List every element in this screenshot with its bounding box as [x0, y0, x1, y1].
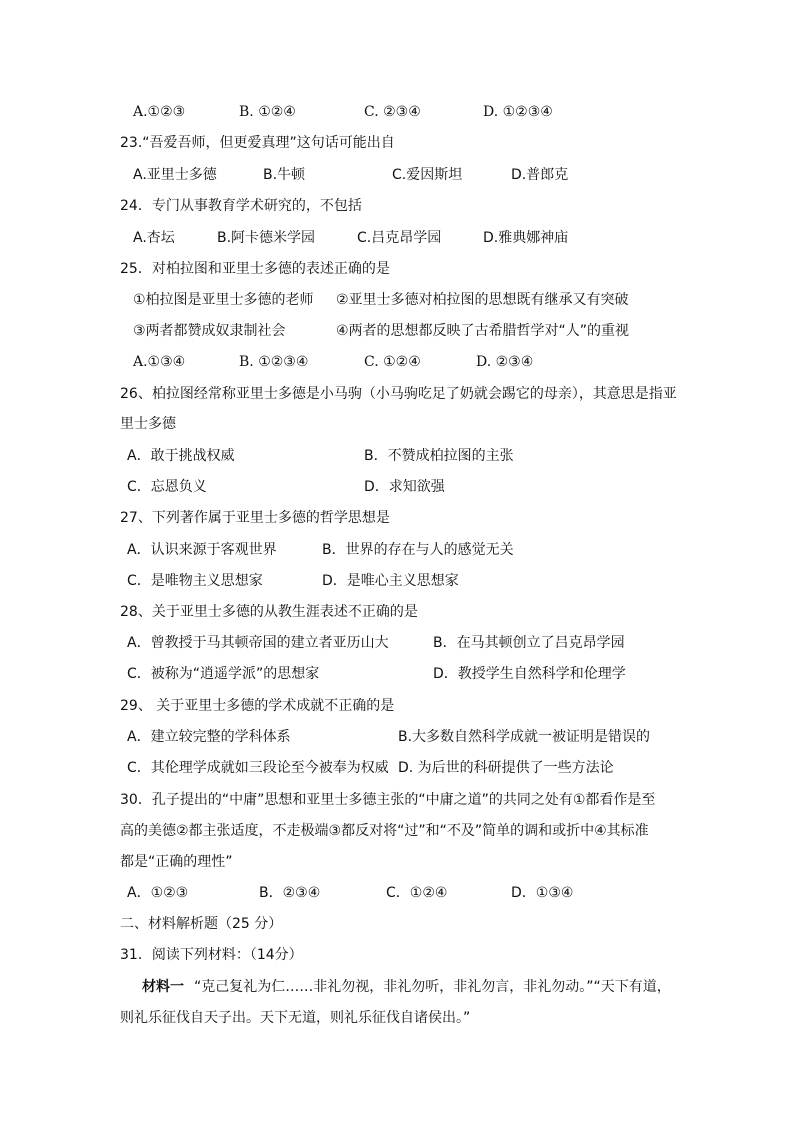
q25-option-d: D. ②③④ — [476, 354, 534, 370]
q23-option-b: B.牛顿 — [263, 167, 306, 183]
q26-option-a: A．敢于挑战权威 — [127, 448, 235, 464]
q26-option-b: B．不赞成柏拉图的主张 — [364, 448, 514, 464]
q24-option-b: B.阿卡德米学园 — [217, 230, 316, 246]
q28-option-d: D．教授学生自然科学和伦理学 — [433, 666, 626, 682]
q29-stem: 29、 关于亚里士多德的学术成就不正确的是 — [120, 698, 395, 714]
q25-option-a: A.①③④ — [133, 354, 186, 370]
q22-option-b: B. ①②④ — [239, 104, 296, 120]
q23-stem: 23.“吾爱吾师，但更爱真理”这句话可能出自 — [120, 135, 395, 151]
q25-statement-2: ②亚里士多德对柏拉图的思想既有继承又有突破 — [336, 292, 629, 308]
q26-stem-line1: 26、柏拉图经常称亚里士多德是小马驹（小马驹吃足了奶就会踢它的母亲），其意思是指亚 — [120, 386, 677, 402]
q30-option-a: A．①②③ — [127, 885, 189, 901]
q28-stem: 28、关于亚里士多德的从教生涯表述不正确的是 — [120, 604, 418, 620]
q24-option-c: C.吕克昂学园 — [357, 230, 442, 246]
q23-option-d: D.普郎克 — [511, 167, 569, 183]
q31-material-1-line2: 则礼乐征伐自天子出。天下无道，则礼乐征伐自诸侯出。” — [120, 1010, 471, 1026]
q29-option-a: A．建立较完整的学科体系 — [127, 729, 291, 745]
q29-option-c: C．其伦理学成就如三段论至今被奉为权威 — [127, 760, 389, 776]
q31-material-1-line1 — [0, 978, 671, 996]
material-1-text: “克己复礼为仁……非礼勿视，非礼勿听，非礼勿言，非礼勿动。”“天下有道， — [194, 979, 671, 995]
q24-option-a: A.杏坛 — [133, 230, 175, 246]
q25-statement-4: ④两者的思想都反映了古希腊哲学对“人”的重视 — [336, 323, 630, 339]
q27-option-b: B．世界的存在与人的感觉无关 — [322, 542, 514, 558]
q27-option-c: C．是唯物主义思想家 — [127, 573, 263, 589]
q29-option-d: D. 为后世的科研提供了一些方法论 — [398, 760, 614, 776]
q25-statement-3: ③两者都赞成奴隶制社会 — [133, 323, 286, 339]
q30-option-b: B．②③④ — [259, 885, 321, 901]
section-2-title: 二、材料解析题（25 分） — [120, 916, 283, 932]
q25-option-b: B. ①②③④ — [239, 354, 309, 370]
q26-option-d: D．求知欲强 — [364, 479, 445, 495]
q29-option-b: B.大多数自然科学成就一被证明是错误的 — [398, 729, 651, 745]
q30-stem-line1: 30．孔子提出的“中庸”思想和亚里士多德主张的“中庸之道”的共同之处有①都看作是至 — [120, 792, 656, 808]
q26-option-c: C．忘恩负义 — [127, 479, 207, 495]
q24-stem: 24．专门从事教育学术研究的，不包括 — [120, 198, 362, 214]
q23-option-a: A.亚里士多德 — [133, 167, 217, 183]
q27-option-a: A．认识来源于客观世界 — [127, 542, 277, 558]
q25-stem: 25．对柏拉图和亚里士多德的表述正确的是 — [120, 261, 390, 277]
q31-stem: 31．阅读下列材料：（14分） — [120, 947, 303, 963]
material-1-label: 材料一 — [142, 979, 184, 995]
q25-option-c: C. ①②④ — [364, 354, 421, 370]
q23-option-c: C.爱因斯坦 — [392, 167, 463, 183]
q28-option-b: B．在马其顿创立了吕克昂学园 — [433, 635, 625, 651]
q22-option-d: D. ①②③④ — [483, 104, 553, 120]
q27-stem: 27、下列著作属于亚里士多德的哲学思想是 — [120, 510, 390, 526]
q30-option-d: D．①③④ — [511, 885, 574, 901]
q22-option-a: A.①②③ — [133, 104, 186, 120]
q26-stem-line2: 里士多德 — [120, 416, 176, 432]
q27-option-d: D．是唯心主义思想家 — [322, 573, 459, 589]
q30-stem-line2: 高的美德②都主张适度，不走极端③都反对将“过”和“不及”简单的调和或折中④其标准 — [120, 823, 649, 839]
q30-stem-line3: 都是“正确的理性” — [120, 854, 233, 870]
q25-statement-1: ①柏拉图是亚里士多德的老师 — [133, 292, 314, 308]
q24-option-d: D.雅典娜神庙 — [483, 230, 569, 246]
q30-option-c: C．①②④ — [386, 885, 448, 901]
q28-option-c: C．被称为“逍遥学派”的思想家 — [127, 666, 320, 682]
q22-option-c: C. ②③④ — [364, 104, 421, 120]
q28-option-a: A．曾教授于马其顿帝国的建立者亚历山大 — [127, 635, 389, 651]
